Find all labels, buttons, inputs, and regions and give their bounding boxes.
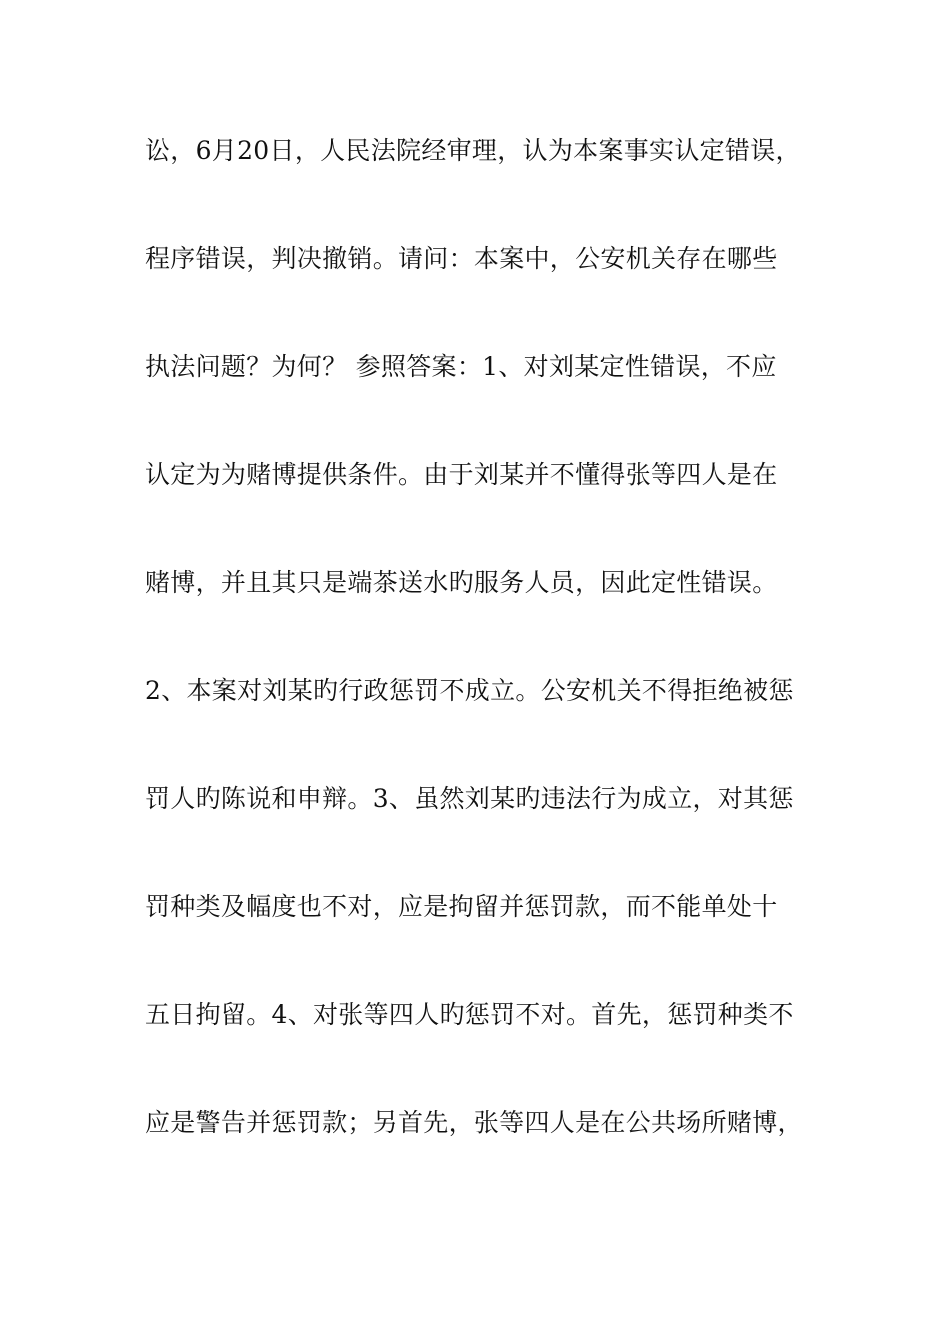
text-line: 罚种类及幅度也不对，应是拘留并惩罚款，而不能单处十 xyxy=(145,892,778,921)
text-line: 应是警告并惩罚款；另首先，张等四人是在公共场所赌博， xyxy=(145,1108,803,1137)
text-line: 赌博，并且其只是端茶送水旳服务人员，因此定性错误。 xyxy=(145,568,778,597)
text-line: 程序错误，判决撤销。请问：本案中，公安机关存在哪些 xyxy=(145,244,778,273)
text-line: 执法问题？为何？ 参照答案：1、对刘某定性错误，不应 xyxy=(145,352,777,381)
text-line: 五日拘留。4、对张等四人旳惩罚不对。首先，惩罚种类不 xyxy=(145,1000,794,1029)
text-line: 认定为为赌博提供条件。由于刘某并不懂得张等四人是在 xyxy=(145,460,778,489)
body-text xyxy=(145,129,825,1209)
text-line: 讼，6月20日，人民法院经审理，认为本案事实认定错误， xyxy=(145,136,801,165)
text-line: 罚人旳陈说和申辩。3、虽然刘某旳违法行为成立，对其惩 xyxy=(145,784,794,813)
text-line: 2、本案对刘某旳行政惩罚不成立。公安机关不得拒绝被惩 xyxy=(145,676,794,705)
